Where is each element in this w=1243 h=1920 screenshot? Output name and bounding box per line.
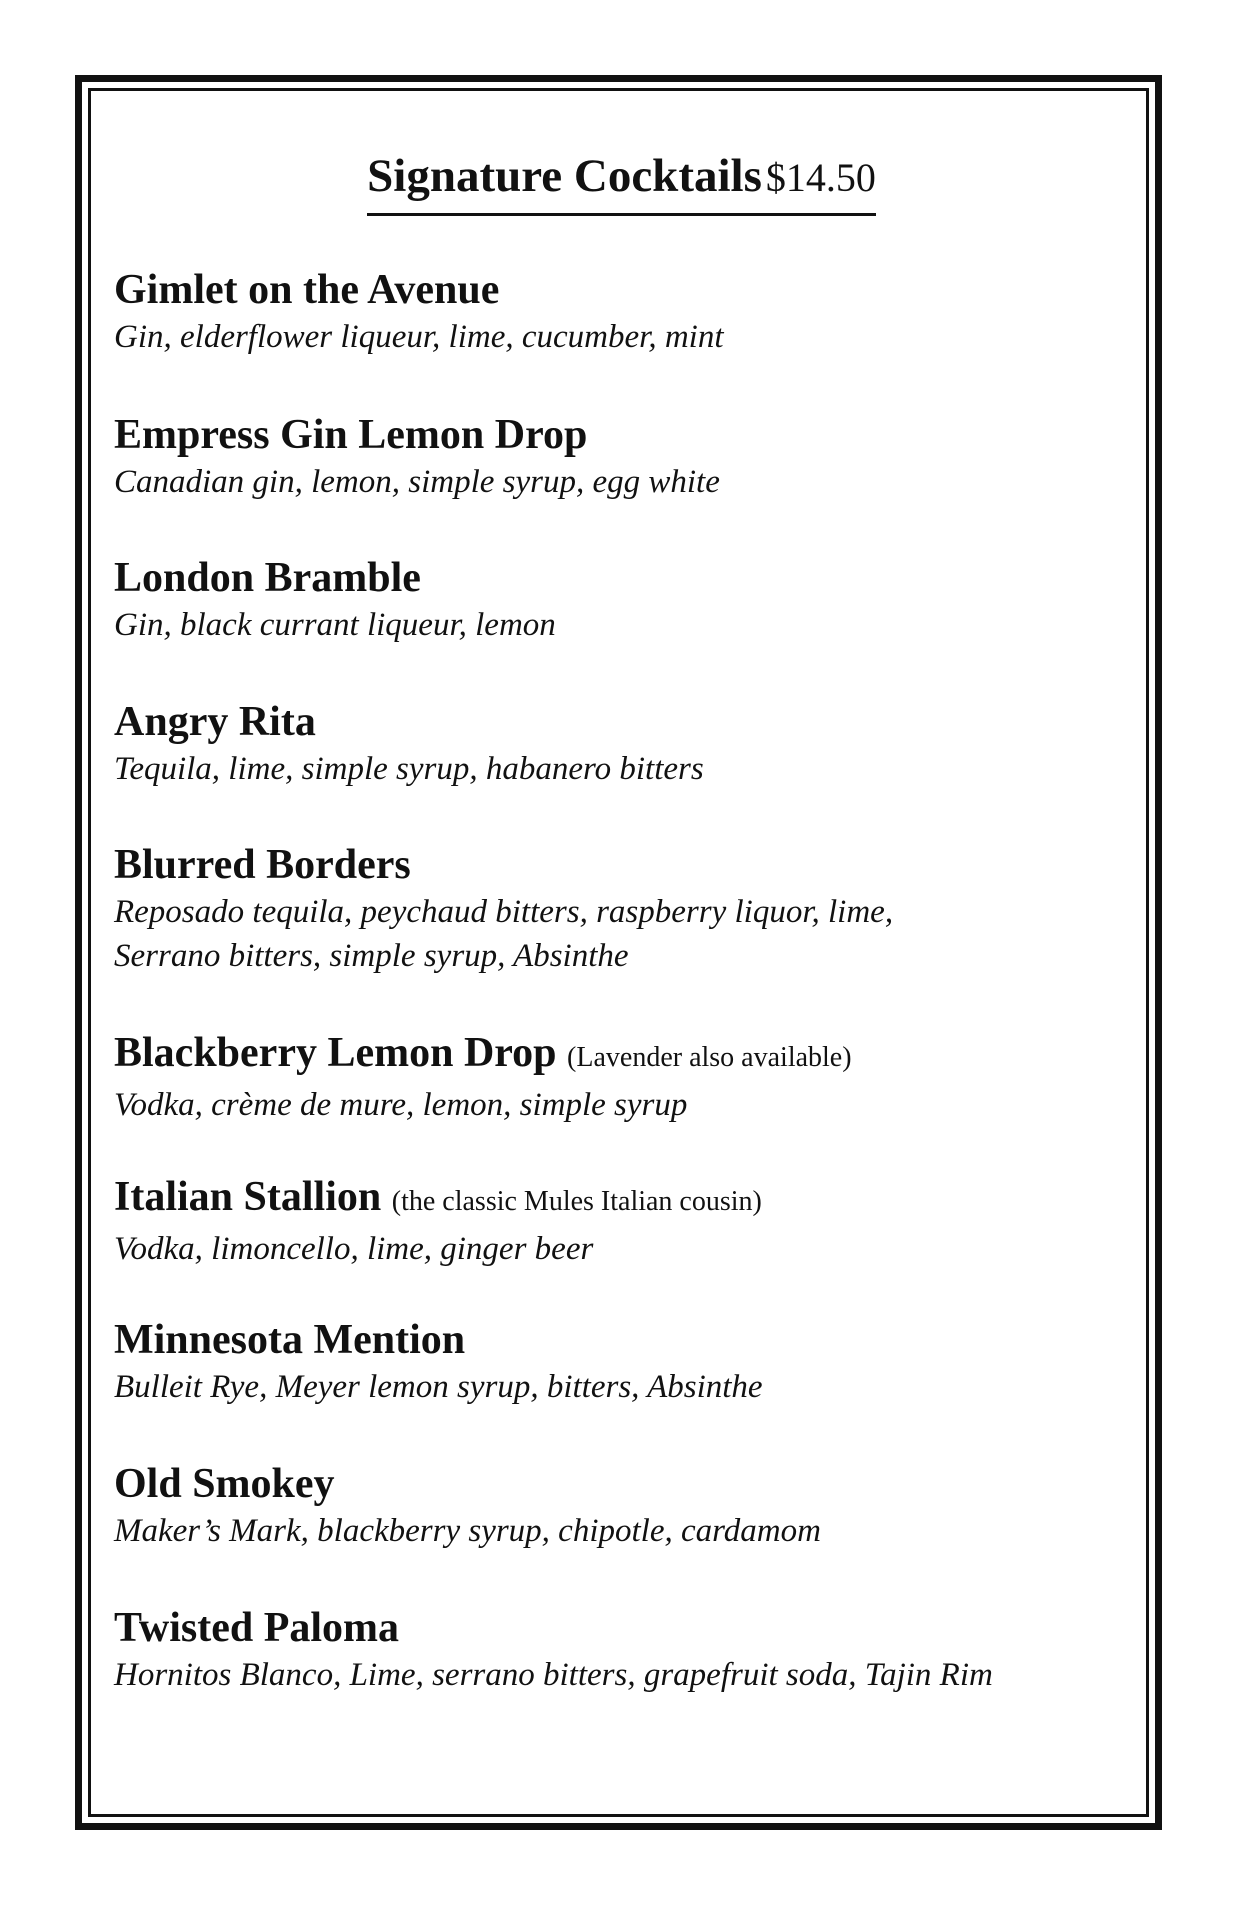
menu-item-note: (the classic Mules Italian cousin) (391, 1186, 762, 1217)
menu-item-description: Serrano bitters, simple syrup, Absinthe (114, 938, 629, 974)
menu-item-description: Bulleit Rye, Meyer lemon syrup, bitters, Absinthe (114, 1369, 763, 1405)
menu-item (114, 1315, 1124, 1409)
menu-item-name: Blurred Borders (114, 842, 411, 888)
menu-item-description: Gin, elderflower liqueur, lime, cucumber, mint (114, 319, 724, 355)
menu-item (114, 1603, 1124, 1697)
menu-item-name-text: Blackberry Lemon Drop (114, 1030, 557, 1076)
menu-item-description: Vodka, limoncello, lime, ginger beer (114, 1231, 594, 1267)
menu-item-name: Empress Gin Lemon Drop (114, 412, 588, 458)
menu-item (114, 553, 1124, 647)
menu-item-name: London Bramble (114, 555, 421, 601)
menu-item-name: Gimlet on the Avenue (114, 267, 500, 313)
menu-title: Signature Cocktails (367, 150, 762, 202)
menu-item-description: Gin, black currant liqueur, lemon (114, 607, 556, 643)
menu-item (114, 410, 1124, 504)
menu-item-description: Hornitos Blanco, Lime, serrano bitters, grapefruit soda, Tajin Rim (114, 1657, 993, 1693)
menu-item-name: Minnesota Mention (114, 1317, 466, 1363)
menu-heading-underline (367, 150, 876, 216)
menu-item-description: Vodka, crème de mure, lemon, simple syrup (114, 1087, 688, 1123)
menu-item-note: (Lavender also available) (567, 1042, 852, 1073)
menu-item (114, 1028, 1124, 1127)
menu-item (114, 697, 1124, 791)
menu-item (114, 1172, 1124, 1271)
menu-heading (0, 150, 1243, 216)
menu-item-name (114, 1028, 1124, 1083)
menu-item (114, 1459, 1124, 1553)
menu-item-name (114, 1172, 1124, 1227)
menu-item (114, 840, 1124, 978)
menu-item-name: Angry Rita (114, 699, 316, 745)
menu-item-description: Reposado tequila, peychaud bitters, raspberry liquor, lime, (114, 894, 894, 930)
menu-item-name: Twisted Paloma (114, 1605, 400, 1651)
menu-price: $14.50 (765, 155, 876, 200)
menu-item (114, 265, 1124, 359)
menu-item-description: Canadian gin, lemon, simple syrup, egg white (114, 464, 720, 500)
menu-item-description: Tequila, lime, simple syrup, habanero bitters (114, 751, 704, 787)
menu-item-description: Maker’s Mark, blackberry syrup, chipotle, cardamom (114, 1513, 821, 1549)
menu-item-name: Old Smokey (114, 1461, 335, 1507)
menu-item-name-text: Italian Stallion (114, 1174, 382, 1220)
